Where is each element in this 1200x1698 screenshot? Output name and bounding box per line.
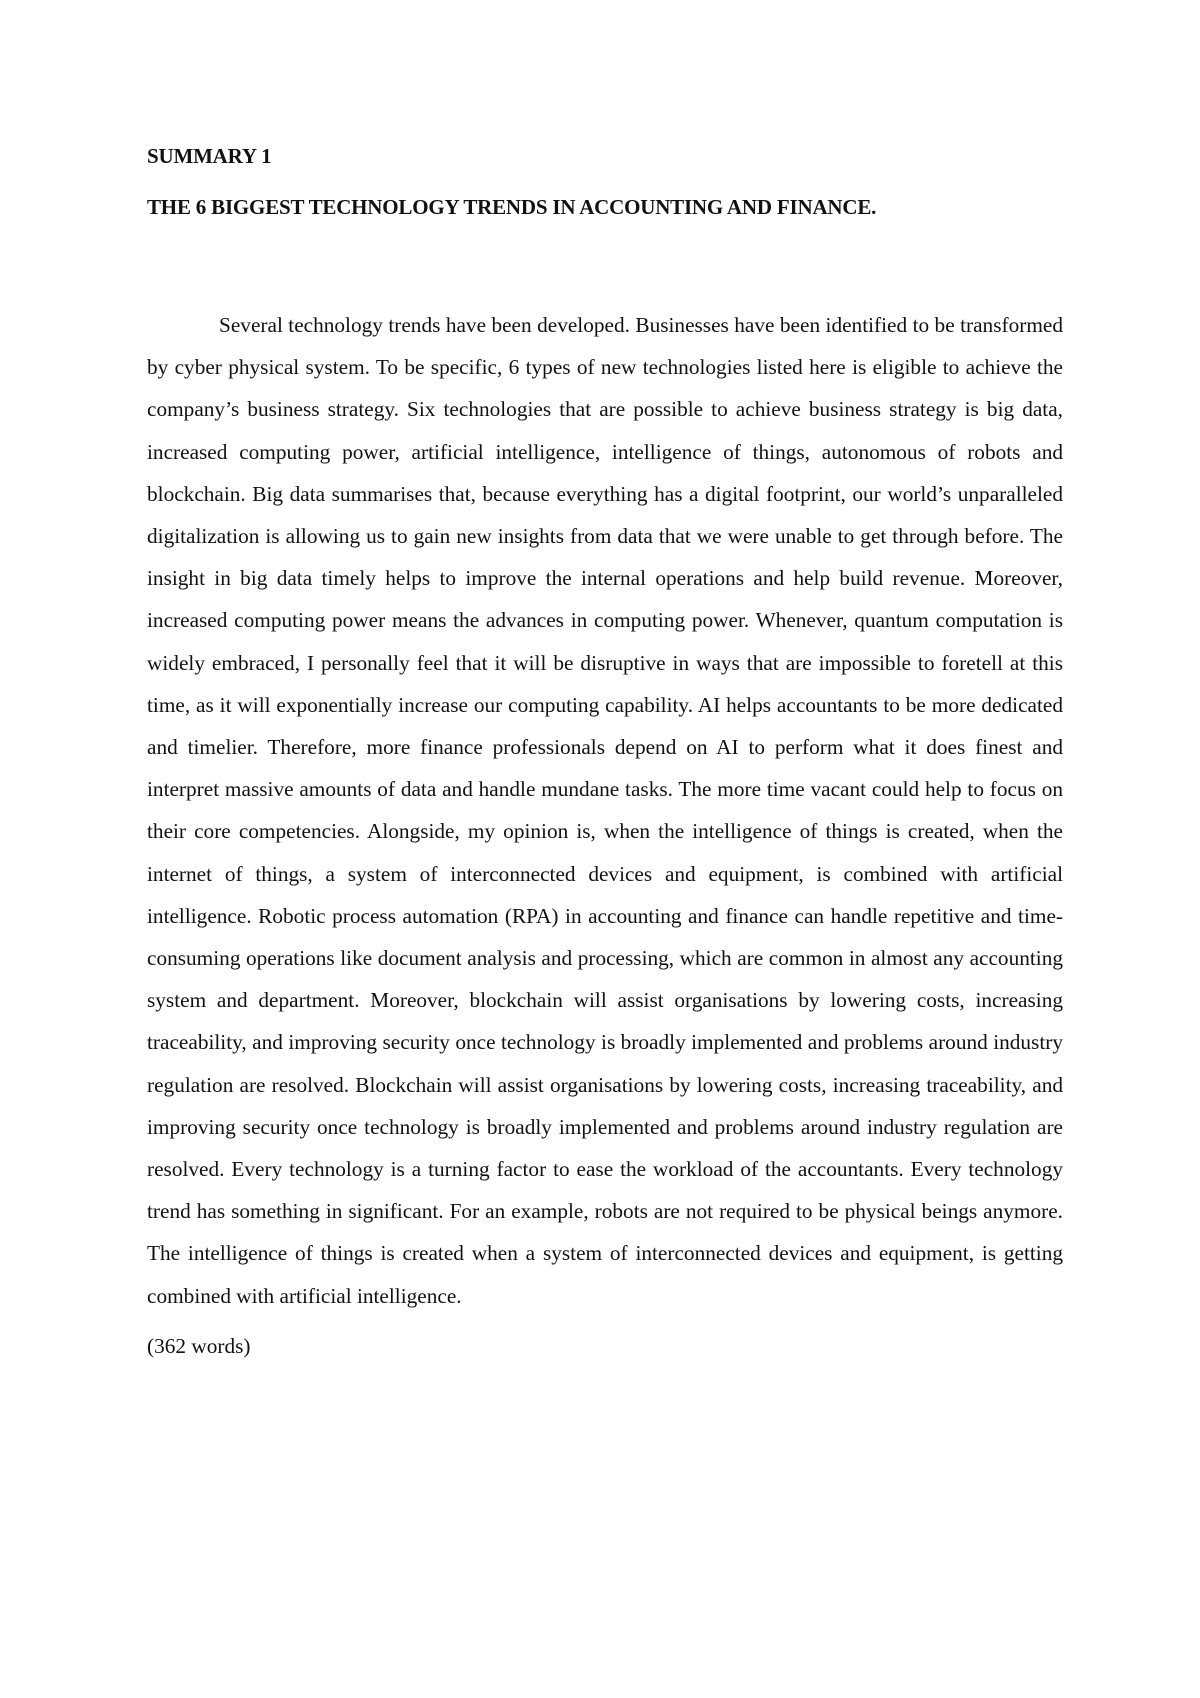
document-title: THE 6 BIGGEST TECHNOLOGY TRENDS IN ACCOUNTING AND FINANCE. [147,195,877,219]
document-content [147,143,1063,1361]
body-paragraph: Several technology trends have been developed. Businesses have been identified to be transformed by cyber physical system. To be specific, 6 types of new technologies listed here is eligible to achieve the company’s business strategy. Six technologies that are possible to achieve business strategy is big data, increased computing power, artificial intelligence, intelligence of things, autonomous of robots and blockchain. Big data summarises that, because everything has a digital footprint, our world’s unparalleled digitalization is allowing us to gain new insights from data that we were unable to get through before. The insight in big data timely helps to improve the internal operations and help build revenue. Moreover, increased computing power means the advances in computing power. Whenever, quantum computation is widely embraced, I personally feel that it will be disruptive in ways that are impossible to foretell at this time, as it will exponentially increase our computing capability. AI helps accountants to be more dedicated and timelier. Therefore, more finance professionals depend on AI to perform what it does finest and interpret massive amounts of data and handle mundane tasks. The more time vacant could help to focus on their core competencies. Alongside, my opinion is, when the intelligence of things is created, when the internet of things, a system of interconnected devices and equipment, is combined with artificial intelligence. Robotic process automation (RPA) in accounting and finance can handle repetitive and time-consuming operations like document analysis and processing, which are common in almost any accounting system and department. Moreover, blockchain will assist organisations by lowering costs, increasing traceability, and improving security once technology is broadly implemented and problems around industry regulation are resolved. Blockchain will assist organisations by lowering costs, increasing traceability, and improving security once technology is broadly implemented and problems around industry regulation are resolved. Every technology is a turning factor to ease the workload of the accountants. Every technology trend has something in significant. For an example, robots are not required to be physical beings anymore. The intelligence of things is created when a system of interconnected devices and equipment, is getting combined with artificial intelligence. [147,313,1063,1308]
word-count: (362 words) [147,1333,251,1358]
summary-label: SUMMARY 1 [147,144,272,168]
